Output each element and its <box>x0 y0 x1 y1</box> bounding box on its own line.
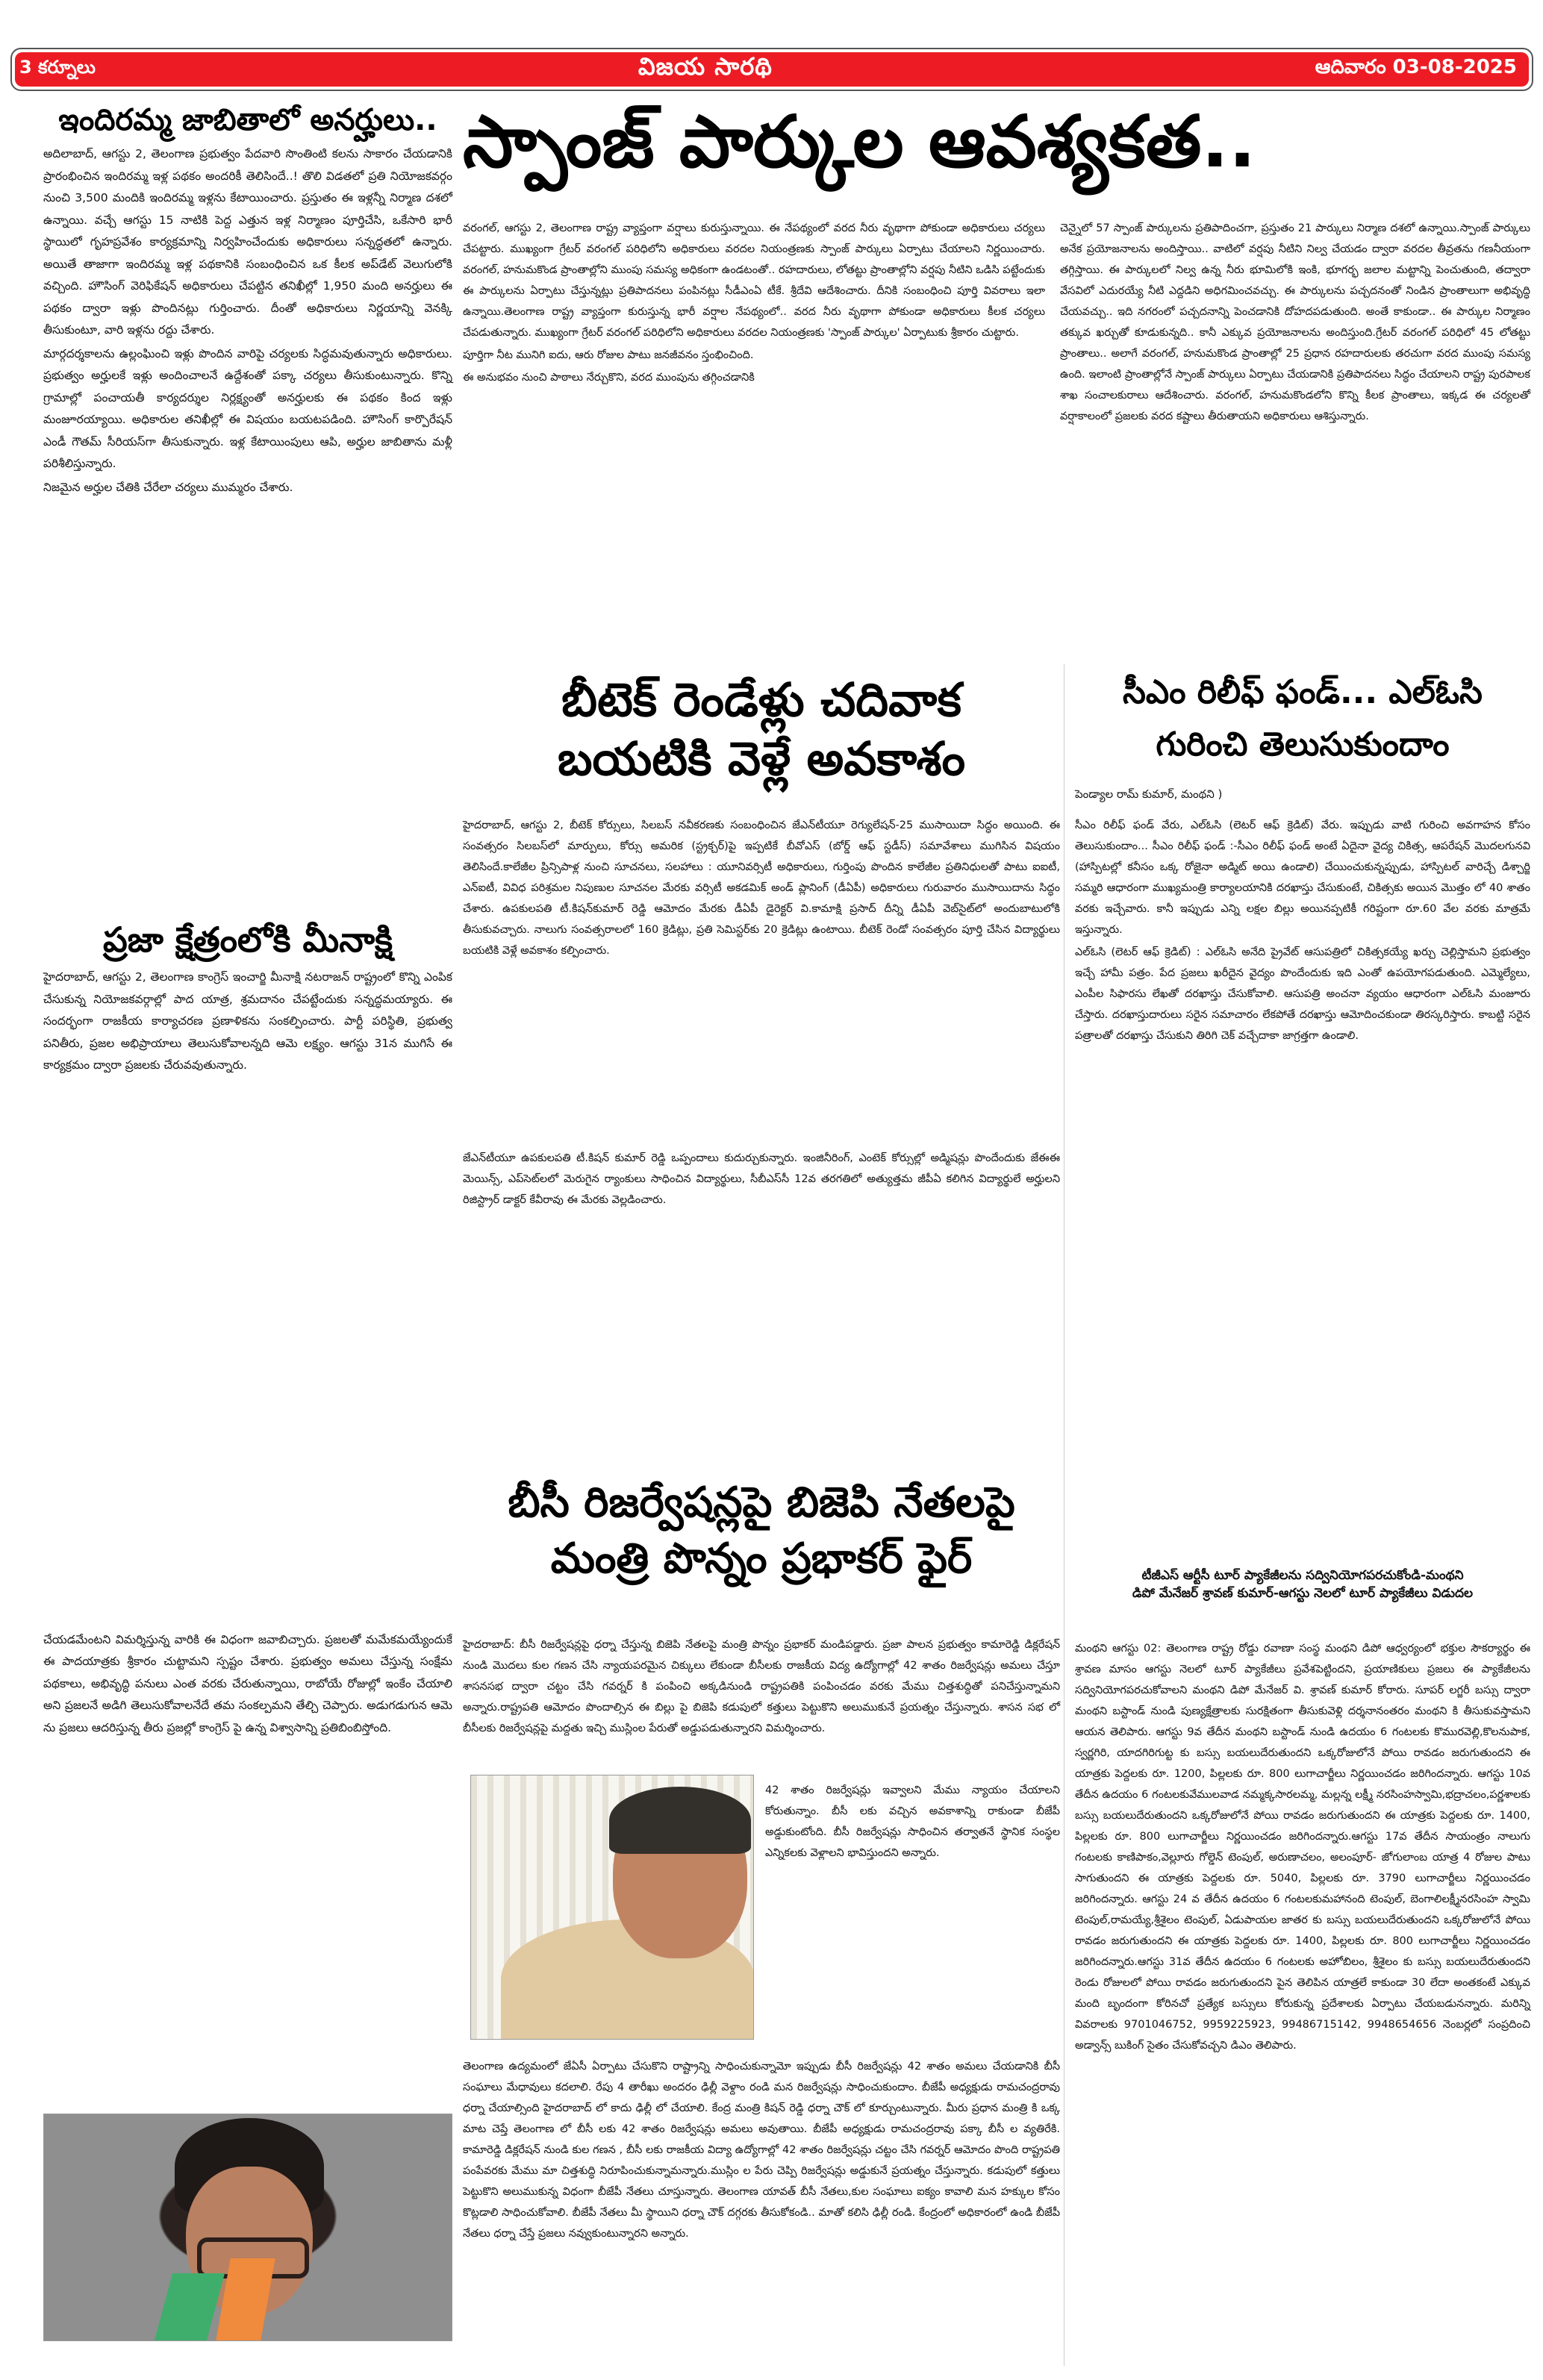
headline-cm-relief-line2: గురించి తెలుసుకుందాం <box>1156 725 1450 764</box>
article-paragraph: పూర్తిగా నీట మునిగి ఐదు, ఆరు రోజుల పాటు జనజీవనం స్తంభించింది. <box>463 349 754 361</box>
headline-btech <box>463 672 1060 787</box>
article-paragraph: చేయడమేంటని విమర్శిస్తున్న వారికి ఈ విధంగా జవాబిచ్చారు. ప్రజలతో మమేకమయ్యేందుకే ఈ పాదయాత్రకు శ్రీకారం చుట్టామని స్పష్టం చేశారు. ప్రభుత్వం అమలు చేస్తున్న సంక్షేమ పథకాలు, అభివృద్ధి పనులు ఎంత వరకు చేరుతున్నాయి, రాబోయే రోజుల్లో ఇంకేం చేయాలి అని ప్రజలనే అడిగి తెలుసుకోవాలనేదే తమ సంకల్పమని తేల్చి చెప్పారు. అడుగడుగున ఆమె ను ప్రజలు ఆదరిస్తున్న తీరు ప్రజల్లో కాంగ్రెస్ పై ఉన్న విశ్వాసాన్ని ప్రతిబింబిస్తోంది. <box>43 1632 452 1734</box>
masthead-bar <box>15 52 1529 87</box>
headline-bc-line2: మంత్రి పొన్నం ప్రభాకర్ ఫైర్ <box>550 1534 973 1583</box>
article-paragraph: ఎల్‌ఓసి (లెటర్ ఆఫ్ క్రెడిట్) : ఎల్‌ఓసి అనేది ప్రైవేట్ ఆసుపత్రిలో చికిత్సకయ్యే ఖర్చు చెల్లిస్తామని ప్రభుత్వం ఇచ్చే హామీ పత్రం. పేద ప్రజలు ఖరీదైన వైద్యం పొందేందుకు ఇది ఎంతో ఉపయోగపడుతుంది. ఎమ్మెల్యేలు, ఎంపీల సిఫారసు లేఖతో దరఖాస్తు చేసుకోవాలి. ఆసుపత్రి అంచనా వ్యయం ఆధారంగా ఎల్‌ఓసి మంజూరు చేస్తారు. దరఖాస్తుదారులు సరైన సమాచారం లేకపోతే దరఖాస్తు ఆమోదించకుండా తిరస్కరిస్తారు. కాబట్టి సరైన పత్రాలతో దరఖాస్తు చేసుకుని తిరిగి చెక్ వచ్చేదాకా జాగ్రత్తగా ఉండాలి. <box>1075 946 1530 1042</box>
page-label: 3 కర్నూలు <box>19 57 96 78</box>
subhead-tsrtc-line2: డిపో మేనేజర్ శ్రావణ్ కుమార్-ఆగస్టు నెలలో టూర్ ప్యాకేజీలు విడుదల <box>1132 1585 1474 1601</box>
article-paragraph: హైదరాబాద్: బీసీ రిజర్వేషన్లపై ధర్నా చేస్తున్న బిజెపి నేతలపై మంత్రి పొన్నం ప్రభాకర్ మండిపడ్డారు. ప్రజా పాలన ప్రభుత్వం కామారెడ్డి డిక్లరేషన్ నుండి మొదలు కుల గణన చేసి న్యాయపరమైన చిక్కులు లేకుండా బీసీలకు రాజకీయ విద్య ఉద్యోగాల్లో 42 శాతం రిజర్వేషన్లు అమలు చేస్తూ శాసనసభ ద్వారా చట్టం చేసి గవర్నర్ కి పంపించి అక్కడినుండి రాష్ట్రపతికి పంపించడం వరకు మేము చిత్తశుద్ధితో పనిచేస్తున్నామని అన్నారు.రాష్ట్రపతి ఆమోదం పొందాల్సిన ఈ బిల్లు పై బిజెపి కడుపులో కత్తులు పెట్టుకొని అలుముకునే ప్రయత్నం చేస్తున్నారు. శాసన సభ లో బీసీలకు రిజర్వేషన్లపై మద్దతు ఇచ్చి ముస్లింల పేరుతో అడ్డుపడుతున్నారని విమర్శించారు. <box>463 1639 1060 1734</box>
article-paragraph: సీఎం రిలీఫ్ ఫండ్ వేరు, ఎల్‌ఓసి (లెటర్ ఆఫ్ క్రెడిట్) వేరు. ఇప్పుడు వాటి గురించి అవగాహన కోసం తెలుసుకుందాం... సీఎం రిలీఫ్ ఫండ్ :-సీఎం రిలీఫ్ ఫండ్ అంటే ఏదైనా వైద్య చికిత్స, ఆపరేషన్ మొదలగునవి (హాస్పిటల్లో కనీసం ఒక్క రోజైనా అడ్మిట్ అయి ఉండాలి) చేయించుకున్నప్పుడు, హాస్పిటల్ వారిచ్చే డిశ్చార్జి సమ్మరి ఆధారంగా ముఖ్యమంత్రి కార్యాలయానికి దరఖాస్తు చేసుకుంటే, చికిత్సకు అయిన మొత్తం లో 40 శాతం వరకు ఇచ్చేవారు. కానీ ఇప్పుడు ఎన్ని లక్షల బిల్లు అయినప్పటికీ గరిష్టంగా రూ.60 వేల వరకు మాత్రమే ఇస్తున్నారు. <box>1075 819 1530 936</box>
portrait-photo-woman <box>43 2114 452 2341</box>
headline-btech-line2: బయటికి వెళ్లే అవకాశం <box>557 731 966 787</box>
headline-indiramma: ఇందిరమ్మ జాబితాలో అనర్హులు.. <box>58 103 437 137</box>
article-paragraph: హైదరాబాద్, ఆగస్టు 2, తెలంగాణ కాంగ్రెస్ ఇంచార్జి మీనాక్షి నటరాజన్ రాష్ట్రంలో కొన్ని ఎంపిక చేసుకున్న నియోజకవర్గాల్లో పాద యాత్ర, శ్రమదానం చేపట్టేందుకు సన్నద్ధమయ్యారు. ఈ సందర్భంగా రాజకీయ కార్యాచరణ ప్రణాళికను సంకల్పించారు. పార్టీ పరిస్థితి, ప్రభుత్వ పనితీరు, ప్రజల అభిప్రాయాలు తెలుసుకోవాలన్నది ఆమె లక్ష్యం. ఆగస్టు 31న ముగిసే ఈ కార్యక్రమం ద్వారా ప్రజలకు చేరువవుతున్నారు. <box>43 970 452 1072</box>
article-paragraph: చెన్నైలో 57 స్పాంజ్ పార్కులను ప్రతిపాదించగా, ప్రస్తుతం 21 పార్కులు నిర్మాణ దశలో ఉన్నాయి.స్పాంజ్ పార్కులు అనేక ప్రయోజనాలను అందిస్తాయి.. వాటిలో వర్షపు నీటిని నిల్వ చేయడం ద్వారా వరదల తీవ్రతను గణనీయంగా తగ్గిస్తాయి. ఈ పార్కులలో నిల్వ ఉన్న నీరు భూమిలోకి ఇంకి, భూగర్భ జలాల మట్టాన్ని పెంచుతుంది, తద్వారా వేసవిలో ఎదురయ్యే నీటి ఎద్దడిని అధిగమించవచ్చు. ఈ పార్కులను పచ్చదనంతో నిండిన ప్రాంతాలుగా అభివృద్ధి చేయవచ్చు.. ఇది నగరంలో పచ్చదనాన్ని పెంచడానికి దోహదపడుతుంది. అంతే కాకుండా.. ఈ పార్కుల నిర్మాణం తక్కువ ఖర్చుతో కూడుకున్నది.. కానీ ఎక్కువ ప్రయోజనాలను అందిస్తుంది.గ్రేటర్ వరంగల్ పరిధిలో 45 లోతట్టు ప్రాంతాలు.. అలాగే వరంగల్, హనుమకొండ ప్రాంతాల్లో 25 ప్రధాన రహదారులకు తరచుగా వరద ముంపు సమస్య ఉంది. ఇలాంటి ప్రాంతాల్లోనే స్పాంజ్ పార్కులు ఏర్పాటు చేయడానికి ప్రతిపాదనలు సిద్ధం చేయాలని రాష్ట్ర పురపాలక శాఖ సంచాలకురాలు ఆదేశించారు. వరంగల్, హనుమకొండలోని కొన్ని కీలక ప్రాంతాలు, ఇక్కడ ఈ చర్యలతో వర్షాకాలంలో ప్రజలకు వరద కష్టాలు తీరుతాయని అధికారులు ఆశిస్తున్నారు. <box>1060 222 1530 422</box>
article-paragraph: ఈ అనుభవం నుంచి పాఠాలు నేర్చుకొని, వరద ముంపును తగ్గించడానికి <box>463 372 755 384</box>
article-paragraph: మంథని ఆగస్టు 02: తెలంగాణ రాష్ట్ర రోడ్డు రవాణా సంస్థ మంథని డిపో ఆధ్వర్యంలో భక్తుల సౌకర్యార్థం ఈ శ్రావణ మాసం ఆగస్టు నెలలో టూర్ ప్యాకేజీలు ప్రవేశపెట్టిందని, ప్రయాణికులు ప్రజలు ఈ ప్యాకేజీలను సద్వినియోగపరచుకోవాలని మంథని డిపో మేనేజర్ వి. శ్రావణ్ కుమార్ కోరారు. సూపర్ లగ్జరీ బస్సు ద్వారా మంథని బస్టాండ్ నుండి పుణ్యక్షేత్రాలకు సురక్షితంగా తీసుకువెళ్లి దర్శనానంతరం మంథని కి తీసుకువస్తామని ఆయన తెలిపారు. ఆగస్టు 9వ తేదీన మంథని బస్టాండ్ నుండి ఉదయం 6 గంటలకు కొమురవెల్లి,కొలనుపాక, స్వర్ణగిరి, యాదగిరిగుట్ట కు బస్సు బయలుదేరుతుందని ఒక్కరోజులోనే పోయి రావడం జరుగుతుందని ఈ యాత్రకు పెద్దలకు రూ. 1200, పిల్లలకు రూ. 800 లుగాచార్జీలు నిర్ణయించడం జరిగిందన్నారు. ఆగస్టు 10వ తేదీన ఉదయం 6 గంటలకువేములవాడ నమ్మక్కసారలమ్మ, మల్లన్న లక్ష్మీ నరసింహస్వామి,భద్రాచలం,పర్ణశాలకు బస్సు బయలుదేరుతుందని ఒక్కరోజులోనే పోయి రావడం జరుగుతుందని ఈ యాత్రకు పెద్దలకు రూ. 1400, పిల్లలకు రూ. 800 లుగాచార్జీలు నిర్ణయించడం జరిగిందన్నారు.ఆగస్టు 17వ తేదీన సాయంత్రం నాలుగు గంటలకు కాణిపాకం,వెల్లూరు గోల్డెన్ టెంపుల్, అరుణాచలం, అలంపూర్- జోగులాంబ యాత్ర 4 రోజుల పాటు సాగుతుందని ఈ యాత్రకు పెద్దలకు రూ. 5040, పిల్లలకు రూ. 3790 లుగాచార్జీలు నిర్ణయించడం జరిగిందన్నారు. ఆగస్టు 24 వ తేదీన ఉదయం 6 గంటలకుమహానంది టెంపుల్, బెంగాలిలక్ష్మీనరసింహ స్వామి టెంపుల్,రామయ్యే,శ్రీశైలం టెంపుల్, ఏడుపాయల జాతర కు బస్సు బయలుదేరుతుందని ఒక్కరోజులోనే పోయి రావడం జరుగుతుందని ఈ యాత్రకు పెద్దలకు రూ. 1400, పిల్లలకు రూ. 800 లుగాచార్జీలు నిర్ణయించడం జరిగిందన్నారు.ఆగస్టు 31వ తేదీన ఉదయం 6 గంటలకు అహోబిలం, శ్రీశైలం కు బస్సు బయలుదేరుతుందని రెండు రోజులలో పోయి రావడం జరుగుతుందని పైన తెలిపిన యాత్రలే కాకుండా 30 లేదా అంతకంటే ఎక్కువ మంది బృందంగా కోరినచో ప్రత్యేక బస్సులు కోరుకున్న ప్రదేశాలకు ఏర్పాటు చేయబడునన్నారు. మరిన్ని వివరాలకు 9701046752, 9959225923, 99486715142, 9948654656 నెంబర్లలో సంప్రదించి అడ్వాన్స్ బుకింగ్ సైతం చేసుకోవచ్చని డిఎం తెలిపారు. <box>1075 1643 1530 2052</box>
headline-cm-relief <box>1075 675 1530 804</box>
subhead-tsrtc-line1: టీజీఎస్ ఆర్టీసీ టూర్ ప్యాకేజీలను సద్వినియోగపరచుకోండి-మంథని <box>1141 1568 1464 1583</box>
headline-sponge-parks: స్పాంజ్ పార్కుల ఆవశ్యకత.. <box>463 100 1256 184</box>
portrait-photo-man <box>470 1775 754 2040</box>
article-paragraph: జేఎన్‌టీయూ ఉపకులపతి టీ.కిషన్ కుమార్ రెడ్డి ఒప్పందాలు కుదుర్చుకున్నారు. ఇంజినీరింగ్, ఎంటెక్ కోర్సుల్లో అడ్మిషన్లు పొందేందుకు జేఈఈ మెయిన్స్, ఎప్‌సెట్‌లలో మెరుగైన ర్యాంకులు సాధించిన విద్యార్థులు, సీబీఎస్‌సీ 12వ తరగతిలో అత్యుత్తమ జీపీఏ కలిగిన విద్యార్థులే అర్హులని రిజిస్ట్రార్ డాక్టర్ కేవీరావు ఈ మేరకు వెల్లడించారు. <box>463 1152 1060 1206</box>
article-bc-reservations-top <box>463 1634 1060 1740</box>
article-paragraph: తెలంగాణ ఉద్యమంలో జేఏసీ ఏర్పాటు చేసుకొని రాష్ట్రాన్ని సాధించుకున్నామో ఇప్పుడు బీసీ రిజర్వేషన్లు 42 శాతం అమలు చేయడానికి బీసీ సంఘాలు మేధావులు కదలాలి. రేపు 4 తారీఖు అందరం ఢిల్లీ వెళ్దాం రండి మన రిజర్వేషన్లు సాధించుకుందాం. బీజేపీ అధ్యక్షుడు రామచంద్రరావు ధర్నా చేయాల్సింది హైదరాబాద్ లో కాదు ఢిల్లీ లో చేయాలి. కేంద్ర మంత్రి కిషన్ రెడ్డి ధర్నా చౌక్ లో కూర్చుంటున్నారు. మీరు ప్రధాన మంత్రి కి ఒక్క మాట చెప్తే తెలంగాణ లో బీసీ లకు 42 శాతం రిజర్వేషన్లు అమలు అవుతాయి. బీజేపీ అధ్యక్షుడు రామచంద్రరావు పక్కా బీసీ ల వ్యతిరేకి. కామారెడ్డి డిక్లరేషన్ నుండి కుల గణన , బీసీ లకు రాజకీయ విద్యా ఉద్యోగాల్లో 42 శాతం రిజర్వేషన్లు చట్టం చేసి గవర్నర్ ఆమోదం పొంది రాష్ట్రపతి పంపేవరకు మేము మా చిత్తశుద్ధి నిరూపించుకున్నామన్నారు.ముస్లిం ల పేరు చెప్పి రిజర్వేషన్లు అడ్డుకునే ప్రయత్నం చేస్తున్నారు. కడుపులో కత్తులు పెట్టుకొని అలుముకున్న విధంగా బీజేపీ నేతలు చూస్తున్నారు. తెలంగాణ యావత్ బీసీ నేతలు,కుల సంఘాలు ఐక్యం కావాలి మన హక్కుల కోసం కొట్లడాలి సాధించుకోవాలి. బీజేపీ నేతలు మీ స్థాయిని ధర్నా చౌక్ దగ్గరకు తీసుకోకండి.. మాతో కలిసి ఢిల్లీ రండి. కేంద్రంలో అధికారంలో ఉండి బీజేపీ నేతలు ధర్నా చేస్తే ప్రజలు నవ్వుకుంటున్నారని అన్నారు. <box>463 2061 1060 2240</box>
masthead <box>10 48 1533 91</box>
article-bc-reservations-bottom <box>463 2056 1060 2246</box>
article-paragraph: మార్గదర్శకాలను ఉల్లంఘించి ఇళ్లు పొందిన వారిపై చర్యలకు సిద్ధమవుతున్నారు అధికారులు. ప్రభుత్వం అర్హులకే ఇళ్లు అందించాలనే ఉద్దేశంతో పక్కా చర్యలు తీసుకుంటున్నారు. కొన్ని గ్రామాల్లో పంచాయతీ కార్యదర్శుల నిర్లక్ష్యంతో అనర్హులకు ఈ పథకం కింద ఇళ్లు మంజూరయ్యాయి. అధికారుల తనిఖీల్లో ఈ విషయం బయటపడింది. హౌసింగ్ కార్పొరేషన్ ఎండీ గౌతమ్ సీరియస్‌గా తీసుకున్నారు. ఇళ్ల కేటాయింపులు ఆపి, అర్హుల జాబితాను మళ్లీ పరిశీలిస్తున్నారు. <box>43 346 452 470</box>
article-paragraph: నిజమైన అర్హుల చేతికి చేరేలా చర్యలు ముమ్మరం చేశారు. <box>43 480 293 494</box>
article-tsrtc <box>1075 1638 1530 2058</box>
headline-cm-relief-line1: సీఎం రిలీఫ్ ఫండ్... ఎల్‌ఓసి <box>1123 673 1483 711</box>
sponge-parks-col-1 <box>463 218 1045 390</box>
paper-name: విజయ సారథి <box>638 52 773 81</box>
subhead-tsrtc <box>1075 1567 1530 1603</box>
article-paragraph: వరంగల్, ఆగస్టు 2, తెలంగాణ రాష్ట్ర వ్యాప్తంగా వర్షాలు కురుస్తున్నాయి. ఈ నేపథ్యంలో వరద నీరు వృథాగా పోకుండా అధికారులు చర్యలు చేపట్టారు. ముఖ్యంగా గ్రేటర్ వరంగల్ పరిధిలోని అధికారులు వరదల నియంత్రణకు స్పాంజ్ పార్కులు ఏర్పాటు చేయాలని నిర్ణయించారు. వరంగల్, హనుమకొండ ప్రాంతాల్లోని ముంపు సమస్య అధికంగా ఉండటంతో.. రహదారులు, లోతట్టు ప్రాంతాల్లోని వర్షపు నీటిని ఒడిసి పట్టేందుకు ఈ పార్కులను ఏర్పాటు చేస్తున్నట్లు ప్రతిపాదనలు పంపినట్లు సీడీఎంఏ టీకే. శ్రీదేవి ఆదేశించారు. దీనికి సంబంధించి పూర్తి వివరాలు ఇలా ఉన్నాయి.తెలంగాణ రాష్ట్ర వ్యాప్తంగా కురుస్తున్న భారీ వర్షాల నేపథ్యంలో.. వరద నీరు వృథాగా పోకుండా అధికారులు కీలక చర్యలు చేపడుతున్నారు. ముఖ్యంగా గ్రేటర్ వరంగల్ పరిధిలోని అధికారులు వరదల నియంత్రణకు 'స్పాంజ్ పార్కుల' ఏర్పాటుకు శ్రీకారం చుట్టారు. <box>463 222 1045 339</box>
headline-meenakshi: ప్రజా క్షేత్రంలోకి మీనాక్షి <box>102 919 393 960</box>
article-indiramma <box>43 104 452 500</box>
article-paragraph: 42 శాతం రిజర్వేషన్లు ఇవ్వాలని మేము న్యాయం చేయాలని కోరుతున్నాం. బీసీ లకు వచ్చిన అవకాశాన్ని రాకుండా బీజేపీ అడ్డుకుంటోంది. బీసీ రిజర్వేషన్లు సాధించిన తర్వాతనే స్థానిక సంస్థల ఎన్నికలకు వెళ్లాలని భావిస్తుందని అన్నారు. <box>765 1784 1060 1859</box>
article-cm-relief <box>1075 815 1530 1048</box>
article-meenakshi <box>43 919 452 1740</box>
headline-btech-line1: బీటెక్ రెండేళ్లు చదివాక <box>561 672 961 727</box>
sponge-parks-col-2 <box>1060 218 1530 428</box>
headline-bc-reservations <box>463 1478 1060 1583</box>
headline-bc-line1: బీసీ రిజర్వేషన్లపై బిజెపి నేతలపై <box>508 1478 1015 1527</box>
article-bc-reservations-side <box>765 1780 1060 1865</box>
issue-date: ఆదివారం 03-08-2025 <box>1315 56 1517 78</box>
byline: పెండ్యాల రామ్ కుమార్, మంథని ) <box>1075 787 1223 802</box>
article-paragraph: హైదరాబాద్, ఆగస్టు 2, బీటెక్ కోర్సులు, సిలబస్ నవీకరణకు సంబంధించిన జేఎన్‌టీయూ రెగ్యులేషన్-25 ముసాయిదా సిద్ధం అయింది. ఈ సంవత్సరం సిలబస్‌లో మార్పులు, కోర్సు అమరిక (స్ట్రక్చర్)పై ఇప్పటికే బీవోఎస్ (బోర్డ్ ఆఫ్ స్టడీస్) సమావేశాలు ముగిసిన విషయం తెలిసిందే.కాలేజీల ప్రిన్సిపాళ్ల నుంచి సూచనలు, సలహాలు : యూనివర్సిటీ అధికారులు, గుర్తింపు పొందిన కాలేజీల ప్రతినిధులతో పాటు ఐఐటీ, ఎన్ఐటీ, వివిధ పరిశ్రమల నిపుణుల సూచనల మేరకు వర్సిటీ అకడమిక్ అండ్ ప్లానింగ్ (డీఏపీ) అధికారులు గురువారం ముసాయిదాను సిద్ధం చేశారు. ఉపకులపతి టీ.కిషన్‌కుమార్ రెడ్డి ఆమోదం మేరకు డీఏపీ డైరెక్టర్ వి.కామాక్షి ప్రసాద్ దీన్ని డీఏపీ వెబ్‌సైట్‌లో అందుబాటులోకి తీసుకువచ్చారు. నాలుగు సంవత్సరాలలో 160 క్రెడిట్లు, ప్రతి సెమిస్టర్‌కు 20 క్రెడిట్లు ఉంటాయి. బీటెక్ రెండో సంవత్సరం పూర్తి చేసిన విద్యార్థులు బయటికి వెళ్లే అవకాశం కల్పించారు. <box>463 819 1060 957</box>
article-paragraph: అదిలాబాద్, ఆగస్టు 2, తెలంగాణ ప్రభుత్వం పేదవారి సొంతింటి కలను సాకారం చేయడానికి ప్రారంభించిన ఇందిరమ్మ ఇళ్ల పథకం అందరికీ తెలిసిందే..! తొలి విడతలో ప్రతి నియోజకవర్గం నుంచి 3,500 మందికి ఇందిరమ్మ ఇళ్లను కేటాయించారు. ప్రస్తుతం ఈ ఇళ్లన్నీ నిర్మాణ దశలో ఉన్నాయి. వచ్చే ఆగస్టు 15 నాటికి పెద్ద ఎత్తున ఇళ్ల నిర్మాణం పూర్తిచేసి, ఒకేసారి భారీ స్థాయిలో గృహప్రవేశం కార్యక్రమాన్ని నిర్వహించేందుకు అధికారులు సన్నద్ధతలో ఉన్నారు. అయితే తాజాగా ఇందిరమ్మ ఇళ్ల పథకానికి సంబంధించిన ఒక కీలక అప్‌డేట్ వెలుగులోకి వచ్చింది. హౌసింగ్ వెరిఫికేషన్ అధికారులు చేపట్టిన తనిఖీల్లో 1,950 మంది అనర్హులు ఈ పథకం ద్వారా ఇళ్లు పొందినట్లు గుర్తించారు. దీంతో అధికారులు నిర్ణయాన్ని వెనక్కి తీసుకుంటూ, వారి ఇళ్లను రద్దు చేశారు. <box>43 147 452 337</box>
article-btech <box>463 815 1060 1212</box>
